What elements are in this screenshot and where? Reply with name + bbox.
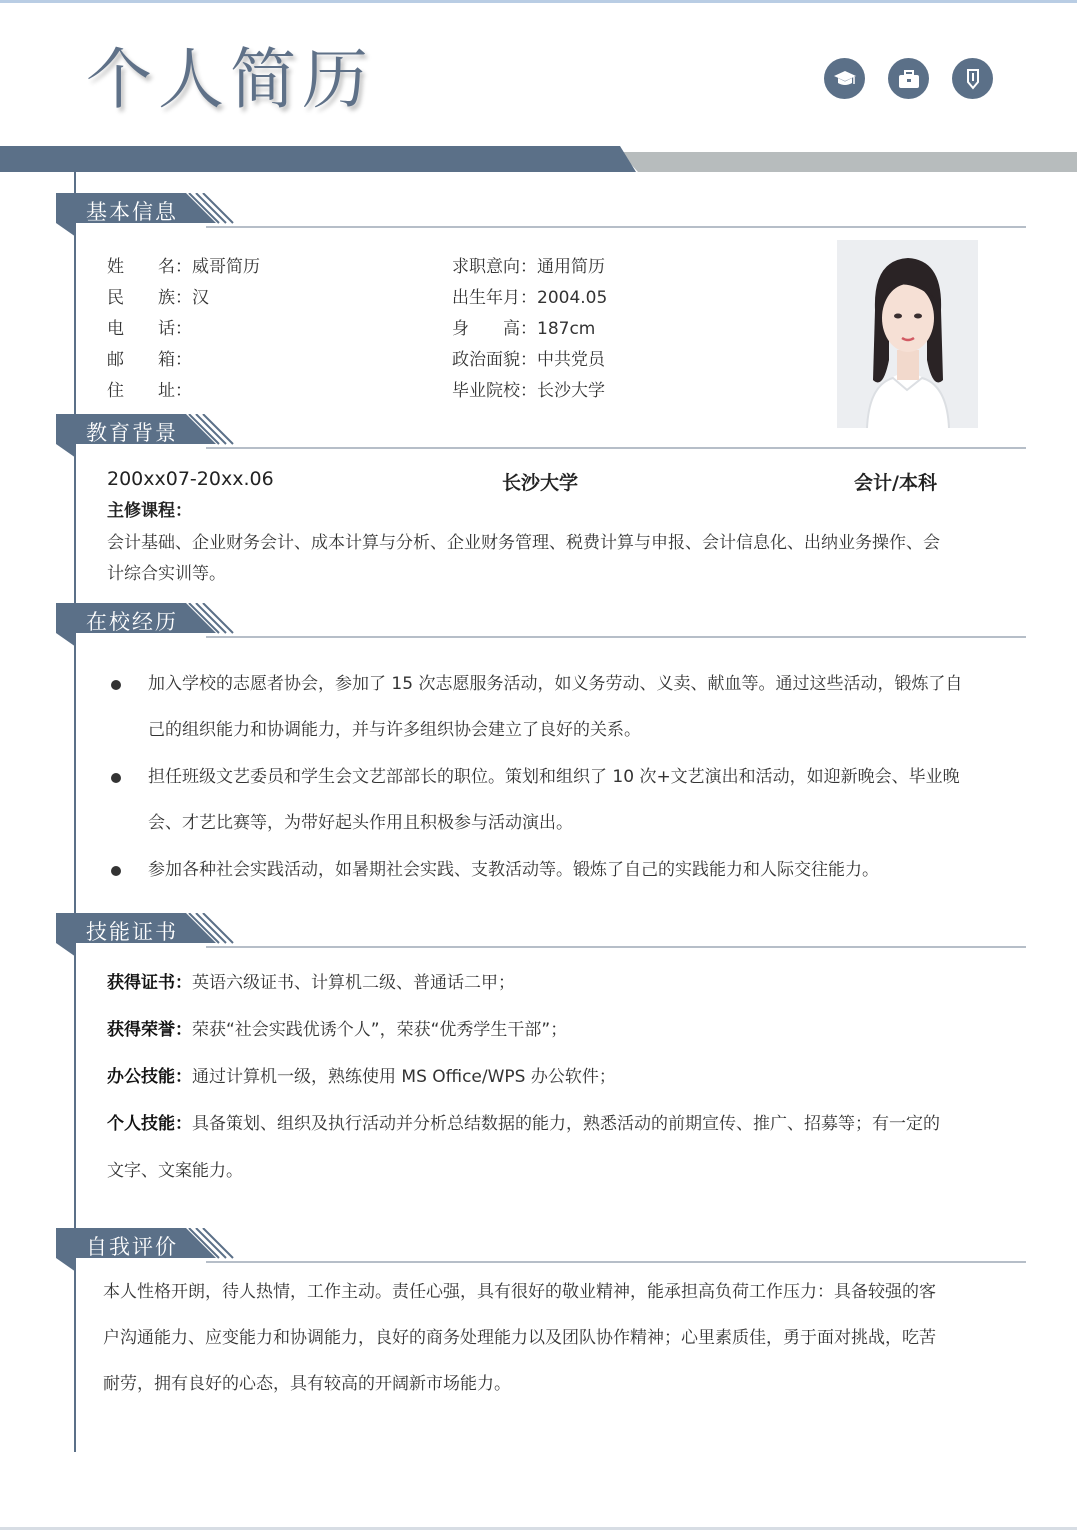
section-title: 教育背景: [86, 421, 178, 445]
info-political: 政治面貌：中共党员: [452, 350, 605, 370]
skill-row: 个人技能：具备策划、组织及执行活动并分析总结数据的能力，熟悉活动的前期宣传、推广、招募等；有一定的: [107, 1114, 940, 1134]
info-height: 身 高：187cm: [452, 319, 596, 339]
edu-school: 长沙大学: [502, 472, 579, 494]
pen-icon: [952, 58, 993, 99]
info-school: 毕业院校：长沙大学: [452, 381, 605, 401]
page-title: 个人简历: [86, 41, 374, 118]
info-address: 住 址：: [107, 381, 192, 401]
edu-major: 会计/本科: [854, 472, 937, 494]
section-header-campus: [56, 603, 1026, 647]
section-title: 自我评价: [86, 1235, 178, 1259]
self-eval: 本人性格开朗，待人热情，工作主动。责任心强，具有很好的敬业精神，能承担高负荷工作压力：具备较强的客 户沟通能力、应变能力和协调能力，良好的商务处理能力以及团队协作精神；心里素质佳，勇于面对挑战，吃苦 耐劳，拥有良好的心态，具有较高的开阔新市场能力。: [103, 1282, 936, 1394]
skills-list: [107, 960, 1017, 1195]
skill-row: 获得荣誉：荣获“社会实践优诱个人”，荣获“优秀学生干部”；: [107, 1020, 568, 1040]
skill-row: 办公技能：通过计算机一级，熟练使用 MS Office/WPS 办公软件；: [107, 1067, 616, 1087]
section-title: 技能证书: [86, 920, 178, 944]
graduation-cap-icon: [824, 58, 865, 99]
profile-photo: [837, 240, 978, 428]
list-item: 参加各种社会实践活动，如暑期社会实践、支教活动等。锻炼了自己的实践能力和人际交往能力。: [108, 847, 1008, 893]
header-banner: [0, 144, 1077, 174]
bullet-dot: [111, 773, 121, 783]
info-birth: 出生年月：2004.05: [452, 288, 608, 308]
top-border: [0, 0, 1077, 3]
info-name: 姓 名：威哥简历: [107, 257, 260, 277]
section-header-self: [56, 1228, 1026, 1272]
section-header-basic: [56, 193, 1026, 237]
section-title: 在校经历: [86, 610, 178, 634]
info-phone: 电 话：: [107, 319, 192, 339]
edu-period: 200xx07-20xx.06: [107, 468, 274, 490]
bullet-dot: [111, 680, 121, 690]
section-header-skills: [56, 913, 1026, 957]
skill-row-continued: 文字、文案能力。: [107, 1161, 243, 1181]
list-item: 加入学校的志愿者协会，参加了 15 次志愿服务活动，如义务劳动、义卖、献血等。通过这些活动，锻炼了自 己的组织能力和协调能力，并与许多组织协会建立了良好的关系。: [108, 661, 1008, 753]
info-email: 邮 箱：: [107, 350, 192, 370]
header-icons: [824, 58, 993, 99]
info-objective: 求职意向：通用简历: [452, 257, 605, 277]
list-item: 担任班级文艺委员和学生会文艺部部长的职位。策划和组织了 10 次+文艺演出和活动，如迎新晚会、毕业晚 会、才艺比赛等，为带好起头作用且积极参与活动演出。: [108, 754, 1008, 846]
edu-courses-label: 主修课程：: [107, 501, 192, 521]
bullet-dot: [111, 866, 121, 876]
info-ethnicity: 民 族：汉: [107, 288, 209, 308]
section-title: 基本信息: [86, 200, 178, 224]
briefcase-icon: [888, 58, 929, 99]
campus-list: [108, 661, 1008, 894]
edu-courses: 会计基础、企业财务会计、成本计算与分析、企业财务管理、税费计算与申报、会计信息化、出纳业务操作、会 计综合实训等。: [107, 533, 940, 584]
skill-row: 获得证书：英语六级证书、计算机二级、普通话二甲；: [107, 973, 515, 993]
